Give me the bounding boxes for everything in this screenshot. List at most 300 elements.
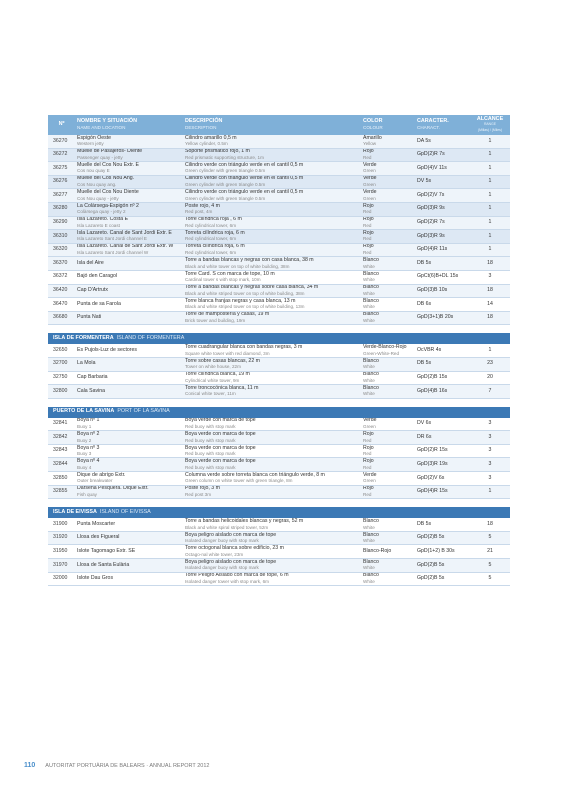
- light-name-cell: [75, 202, 183, 216]
- table-row: [48, 385, 510, 399]
- light-name: Llosa de Santa Eulària: [77, 561, 130, 568]
- light-number-cell: 32841: [48, 418, 75, 431]
- colour: Rojo: [363, 458, 374, 465]
- light-name: La Colàrsega-Espigón nº 2: [77, 202, 139, 209]
- description-en: Red buoy with stop mark: [185, 423, 236, 429]
- light-number-cell: 31920: [48, 531, 75, 545]
- description: Boya peligro aislado con marca de tope: [185, 558, 277, 565]
- description: Torre blanca franjas negras y casa blanca, 13 m: [185, 297, 296, 304]
- range-cell: 3: [470, 472, 510, 486]
- table-row: [48, 148, 510, 162]
- character-cell: DA 5s: [415, 135, 470, 148]
- light-number-cell: 36372: [48, 270, 75, 284]
- colour-en: Red: [363, 209, 372, 215]
- light-name-en: Cos nou quay E: [77, 168, 110, 174]
- colour-cell: [361, 162, 415, 176]
- spacer-cell: [48, 398, 510, 407]
- colour: Blanco: [363, 531, 379, 538]
- character-cell: DV 5s: [415, 175, 470, 189]
- colour-cell: [361, 485, 415, 499]
- light-name-cell: [75, 189, 183, 203]
- colour-cell: [361, 270, 415, 284]
- light-name: Dàrsena Pesquera. Dique Extr.: [77, 485, 149, 492]
- description: Boya verde con marca de tope: [185, 444, 256, 451]
- description: Torre a bandas blancas y negras sobre casa blanca, 34 m: [185, 284, 319, 291]
- description: Torre sobre casas blancas, 22 m: [185, 357, 260, 364]
- light-name: Bajó den Caragol: [77, 273, 118, 280]
- colour: Verde: [363, 189, 377, 196]
- light-name-cell: [75, 545, 183, 559]
- table-row: [48, 270, 510, 284]
- range-cell: 14: [470, 298, 510, 312]
- table-row: [48, 162, 510, 176]
- colour-en: White: [363, 277, 375, 283]
- character-cell: DB 5s: [415, 518, 470, 531]
- description: Boya verde con marca de tope: [185, 458, 256, 465]
- light-name: Cala Savina: [77, 387, 105, 394]
- description-en: Red cylindrical tower, 6m: [185, 222, 237, 228]
- colour: Blanco: [363, 311, 379, 318]
- range-cell: 18: [470, 518, 510, 531]
- light-name-en: Western jetty: [77, 141, 104, 147]
- light-name: Espigón Oeste: [77, 135, 112, 141]
- colour-cell: [361, 357, 415, 371]
- light-number-cell: 31900: [48, 518, 75, 531]
- description: Torre de mampostería y casas, 19 m: [185, 311, 270, 318]
- light-name: Es Pujols-Luz de sectores: [77, 346, 137, 353]
- lights-table: [48, 115, 510, 586]
- light-name-cell: [75, 311, 183, 325]
- description: Torre Card. S con marca de tope, 10 m: [185, 270, 275, 277]
- description-en: Brick tower and building, 19m: [185, 318, 246, 324]
- description-en: Conical white tower, 11m: [185, 391, 236, 397]
- light-name: Muelle del Cos Nou Diente: [77, 189, 139, 196]
- description-cell: [183, 458, 361, 472]
- character-cell: OcVBR 4s: [415, 344, 470, 357]
- description-cell: [183, 531, 361, 545]
- description: Torre cilíndrica blanca, 19 m: [185, 371, 250, 378]
- description-en: Green cylinder with green triangle 0.5m: [185, 182, 266, 188]
- light-name-cell: [75, 572, 183, 586]
- table-row: [48, 559, 510, 573]
- colour-cell: [361, 344, 415, 357]
- character-cell: GpD(3)B 10s: [415, 284, 470, 298]
- description: Torreta cilíndrica roja, 6 m: [185, 229, 245, 236]
- table-row: [48, 344, 510, 357]
- section-spacer: [48, 325, 510, 334]
- colour-cell: [361, 175, 415, 189]
- table-row: [48, 458, 510, 472]
- table-row: [48, 572, 510, 586]
- section-header: [48, 507, 510, 518]
- section-spacer: [48, 499, 510, 508]
- character-cell: GpD(3)R 19s: [415, 458, 470, 472]
- light-number-cell: 31950: [48, 545, 75, 559]
- range-cell: 1: [470, 148, 510, 162]
- light-number-cell: 32844: [48, 458, 75, 472]
- light-name-cell: [75, 531, 183, 545]
- light-name-cell: [75, 284, 183, 298]
- table-row: [48, 175, 510, 189]
- description-cell: [183, 385, 361, 399]
- description-en: Cardinal tower s with stop mark, 10m: [185, 277, 261, 283]
- table-row: [48, 298, 510, 312]
- character-cell: GpD(2)R 7s: [415, 216, 470, 230]
- description-cell: [183, 243, 361, 257]
- description-cell: [183, 444, 361, 458]
- description-cell: [183, 148, 361, 162]
- colour: Blanco: [363, 371, 379, 378]
- table-row: [48, 216, 510, 230]
- range-cell: 3: [470, 270, 510, 284]
- description-cell: [183, 230, 361, 244]
- character-cell: DR 6s: [415, 431, 470, 445]
- colour-cell: [361, 311, 415, 325]
- light-number-cell: 32850: [48, 472, 75, 486]
- colour-cell: [361, 371, 415, 385]
- description-en: Square white tower with red diamond, 3m: [185, 350, 270, 356]
- light-name-en: Buoy 1: [77, 423, 92, 429]
- table-row: [48, 531, 510, 545]
- lights-table-container: [48, 115, 510, 586]
- col-header-range: ALCANCE RANGE (Millas) / (Miles): [470, 115, 510, 135]
- character-cell: DB 5s: [415, 257, 470, 271]
- description: Boya verde con marca de tope: [185, 417, 256, 424]
- colour-cell: [361, 545, 415, 559]
- character-cell: DV 6s: [415, 418, 470, 431]
- colour-cell: [361, 230, 415, 244]
- description-cell: [183, 485, 361, 499]
- light-name: Muelle del Cos Nou Extr. E: [77, 161, 139, 168]
- light-name: Boya nº 3: [77, 444, 100, 451]
- light-number-cell: 36320: [48, 243, 75, 257]
- colour-en: Red: [363, 451, 372, 457]
- light-name-en: Outer breakwater: [77, 478, 113, 484]
- colour-cell: [361, 148, 415, 162]
- light-name-en: Fish quay: [77, 491, 97, 497]
- table-row: [48, 311, 510, 325]
- colour-cell: [361, 431, 415, 445]
- light-name-cell: [75, 135, 183, 148]
- colour: Verde: [363, 175, 377, 182]
- light-name-cell: [75, 485, 183, 499]
- light-name: Muelle del Cos Nou Ang.: [77, 175, 135, 182]
- light-name: Dique de abrigo Extr.: [77, 471, 126, 478]
- description-cell: [183, 545, 361, 559]
- description-en: Isolated danger buoy with stop mark: [185, 538, 259, 544]
- range-cell: 23: [470, 357, 510, 371]
- colour: Rojo: [363, 202, 374, 209]
- description-cell: [183, 202, 361, 216]
- description-cell: [183, 175, 361, 189]
- colour-cell: [361, 202, 415, 216]
- light-number-cell: 32650: [48, 344, 75, 357]
- colour-en: Yellow: [363, 141, 377, 147]
- description-cell: [183, 418, 361, 431]
- table-row: [48, 431, 510, 445]
- range-cell: 1: [470, 189, 510, 203]
- colour-cell: [361, 257, 415, 271]
- description: Soporte prismático rojo, 1 m: [185, 148, 250, 155]
- character-cell: GpD(2)V 7s: [415, 189, 470, 203]
- light-name-cell: [75, 270, 183, 284]
- range-cell: 7: [470, 385, 510, 399]
- character-cell: GpD(2)R 15s: [415, 444, 470, 458]
- description-en: Red prismatic supporting structure, 1m: [185, 154, 264, 160]
- description-en: Cylindrical white tower, 9m: [185, 377, 240, 383]
- light-name: Llosa des Figueral: [77, 534, 120, 541]
- colour: Blanco: [363, 297, 379, 304]
- table-row: [48, 202, 510, 216]
- light-number-cell: 36290: [48, 216, 75, 230]
- description-en: Octago-nal white tower, 23m: [185, 551, 244, 557]
- table-row: [48, 257, 510, 271]
- light-number-cell: 32800: [48, 385, 75, 399]
- description-cell: [183, 216, 361, 230]
- section-title: ISLA DE EIVISSA: [53, 508, 97, 515]
- range-cell: 18: [470, 284, 510, 298]
- light-name-en: Buoy 2: [77, 437, 92, 443]
- description-en: Isolated danger buoy with stop mark: [185, 565, 259, 571]
- description-cell: [183, 572, 361, 586]
- colour-en: Red: [363, 222, 372, 228]
- light-name-cell: [75, 175, 183, 189]
- light-number-cell: 36275: [48, 162, 75, 176]
- light-name: Punta Moscarter: [77, 520, 116, 527]
- range-cell: 1: [470, 135, 510, 148]
- light-name: Punta de sa Farola: [77, 300, 121, 307]
- range-cell: 21: [470, 545, 510, 559]
- description-en: Red buoy with stop mark: [185, 451, 236, 457]
- colour: Verde: [363, 417, 377, 424]
- light-name: Boya nº 1: [77, 417, 100, 424]
- description-en: Black and white spiral striped tower, 52m: [185, 524, 269, 530]
- description: Cilindro verde con triángulo verde en el cantil 0,5 m: [185, 161, 304, 168]
- table-row: [48, 472, 510, 486]
- section-spacer: [48, 398, 510, 407]
- light-name-en: Buoy 4: [77, 464, 92, 470]
- colour: Rojo: [363, 430, 374, 437]
- light-number-cell: 31970: [48, 559, 75, 573]
- description: Boya verde con marca de tope: [185, 430, 256, 437]
- colour-en: Red: [363, 491, 372, 497]
- section-title-en: PORT OF LA SAVINA: [117, 408, 170, 415]
- character-cell: GpD(2)B 5s: [415, 531, 470, 545]
- light-name-cell: [75, 371, 183, 385]
- light-name: Isla Lazareto. Costa E: [77, 216, 129, 223]
- colour: Rojo: [363, 243, 374, 250]
- colour: Blanco: [363, 257, 379, 264]
- light-name-cell: [75, 357, 183, 371]
- page-footer: [24, 762, 209, 769]
- colour-en: Red: [363, 437, 372, 443]
- colour-en: Red: [363, 236, 372, 242]
- description-cell: [183, 189, 361, 203]
- colour-cell: [361, 243, 415, 257]
- light-name-en: Buoy 3: [77, 451, 92, 457]
- colour-en: Green: [363, 168, 376, 174]
- light-name: Muelle de Pasajeros- Diente: [77, 148, 143, 155]
- colour-en: Green: [363, 423, 376, 429]
- light-name: Cap Barbaria: [77, 374, 108, 380]
- character-cell: DB 6s: [415, 298, 470, 312]
- description-cell: [183, 431, 361, 445]
- col-header-name: NOMBRE Y SITUACIÓN NAME AND LOCATION: [75, 115, 183, 135]
- description: Torre a bandas blancas y negras con casa blanca, 38 m: [185, 257, 314, 264]
- colour: Rojo: [363, 216, 374, 223]
- colour-cell: [361, 572, 415, 586]
- colour-cell: [361, 216, 415, 230]
- range-cell: 1: [470, 230, 510, 244]
- colour: Rojo: [363, 444, 374, 451]
- colour: Blanco: [363, 558, 379, 565]
- light-name: La Mola: [77, 360, 96, 367]
- colour: Verde: [363, 161, 377, 168]
- table-row: [48, 444, 510, 458]
- light-number-cell: 32700: [48, 357, 75, 371]
- description: Torreta cilíndrica roja, 6 m: [185, 243, 245, 250]
- description: Torre cuadrangular blanca con bandas negras, 3 m: [185, 344, 303, 351]
- colour-en: Green: [363, 195, 376, 201]
- light-number-cell: 32855: [48, 485, 75, 499]
- table-row: [48, 284, 510, 298]
- light-number-cell: 36276: [48, 175, 75, 189]
- light-name-cell: [75, 518, 183, 531]
- table-header-row: [48, 115, 510, 135]
- light-name-cell: [75, 257, 183, 271]
- description-en: Red post 3m: [185, 491, 212, 497]
- character-cell: GpD(2)B 15s: [415, 371, 470, 385]
- description: Torre Peligro Aislado con marca de tope, 6 m: [185, 572, 289, 579]
- light-name-cell: [75, 385, 183, 399]
- section-title: ISLA DE FORMENTERA: [53, 335, 114, 342]
- description-en: Black and white striped tower on top of white building, 38m: [185, 290, 305, 296]
- colour-en: Red: [363, 154, 372, 160]
- description-cell: [183, 284, 361, 298]
- light-number-cell: 32000: [48, 572, 75, 586]
- description: Poste rojo, 4 m: [185, 202, 220, 209]
- light-name-cell: [75, 472, 183, 486]
- section-title: PUERTO DE LA SAVINA: [53, 408, 115, 415]
- light-name-en: Cos Nou quay - jetty: [77, 195, 119, 201]
- description: Cilindro amarillo 0,5 m: [185, 135, 237, 141]
- light-name-en: Colàrsega quay - jetty 2: [77, 209, 126, 215]
- light-number-cell: 32843: [48, 444, 75, 458]
- light-name-en: Passenger quay - jetty: [77, 154, 123, 160]
- colour-en: Red: [363, 464, 372, 470]
- character-cell: GpD(4)R 15s: [415, 485, 470, 499]
- table-row: [48, 545, 510, 559]
- colour-cell: [361, 518, 415, 531]
- range-cell: 1: [470, 216, 510, 230]
- col-header-character: CARACTER. CHARACT.: [415, 115, 470, 135]
- section-header: [48, 407, 510, 418]
- colour-cell: [361, 189, 415, 203]
- description-cell: [183, 257, 361, 271]
- description: Cilindro verde con triángulo verde en el cantil 0,5 m: [185, 175, 304, 182]
- description: Torre a bandas helicoidales blancas y negras, 52 m: [185, 518, 304, 524]
- table-row: [48, 189, 510, 203]
- colour-en: White: [363, 290, 375, 296]
- range-cell: 3: [470, 418, 510, 431]
- colour-en: White: [363, 578, 375, 584]
- light-name-en: Cos Nou quay ang.: [77, 182, 117, 188]
- description-cell: [183, 270, 361, 284]
- description-cell: [183, 135, 361, 148]
- table-row: [48, 518, 510, 531]
- table-row: [48, 418, 510, 431]
- light-name-en: Isla Lazareto Sant Jordi channel W: [77, 250, 149, 256]
- description: Poste rojo, 3 m: [185, 485, 220, 492]
- range-cell: 1: [470, 344, 510, 357]
- description-en: Red buoy with stop mark: [185, 464, 236, 470]
- description-cell: [183, 559, 361, 573]
- section-title-en: ISLAND OF EIVISSA: [99, 508, 151, 515]
- light-number-cell: 36310: [48, 230, 75, 244]
- colour-cell: [361, 135, 415, 148]
- character-cell: GpD(1+2) B 30s: [415, 545, 470, 559]
- light-name-cell: [75, 243, 183, 257]
- description: Torre octogonal blanca sobre edificio, 23 m: [185, 545, 284, 552]
- section-header: [48, 333, 510, 344]
- table-row: [48, 357, 510, 371]
- description-cell: [183, 472, 361, 486]
- character-cell: GpD(4)B 16s: [415, 385, 470, 399]
- range-cell: 1: [470, 162, 510, 176]
- table-row: [48, 485, 510, 499]
- description-cell: [183, 311, 361, 325]
- description-en: Green column on white tower with green triangle, 8m: [185, 478, 293, 484]
- light-number-cell: 36277: [48, 189, 75, 203]
- light-number-cell: 36370: [48, 257, 75, 271]
- character-cell: GpD(4)V 11s: [415, 162, 470, 176]
- character-cell: GpD(4)R 11s: [415, 243, 470, 257]
- description-en: Tower on white house, 22m: [185, 364, 241, 370]
- character-cell: GpD(2)V 6s: [415, 472, 470, 486]
- colour-en: White: [363, 263, 375, 269]
- light-number-cell: 36470: [48, 298, 75, 312]
- description-cell: [183, 298, 361, 312]
- character-cell: DB 5s: [415, 357, 470, 371]
- character-cell: GpD(2)B 5s: [415, 559, 470, 573]
- colour-en: White: [363, 538, 375, 544]
- description-cell: [183, 371, 361, 385]
- colour-en: White: [363, 304, 375, 310]
- colour: Blanco: [363, 357, 379, 364]
- colour-en: Green-White-Red: [363, 350, 399, 356]
- character-cell: GpD(3)R 9s: [415, 202, 470, 216]
- table-row: [48, 230, 510, 244]
- colour: Blanco: [363, 284, 379, 291]
- description-en: Red cylindrical tower, 6m: [185, 236, 237, 242]
- light-number-cell: 32750: [48, 371, 75, 385]
- colour-en: White: [363, 565, 375, 571]
- description-cell: [183, 344, 361, 357]
- light-name-cell: [75, 559, 183, 573]
- range-cell: 1: [470, 243, 510, 257]
- range-cell: 1: [470, 175, 510, 189]
- colour: Blanco-Rojo: [363, 547, 392, 554]
- light-name-cell: [75, 418, 183, 431]
- light-name: Islote Tagomago Extr. SE: [77, 547, 136, 554]
- light-name-cell: [75, 458, 183, 472]
- colour: Blanco: [363, 384, 379, 391]
- light-name: Punta Nati: [77, 314, 102, 321]
- description: Boya peligro aislado con marca de tope: [185, 531, 277, 538]
- description-cell: [183, 162, 361, 176]
- colour-cell: [361, 284, 415, 298]
- range-cell: 5: [470, 572, 510, 586]
